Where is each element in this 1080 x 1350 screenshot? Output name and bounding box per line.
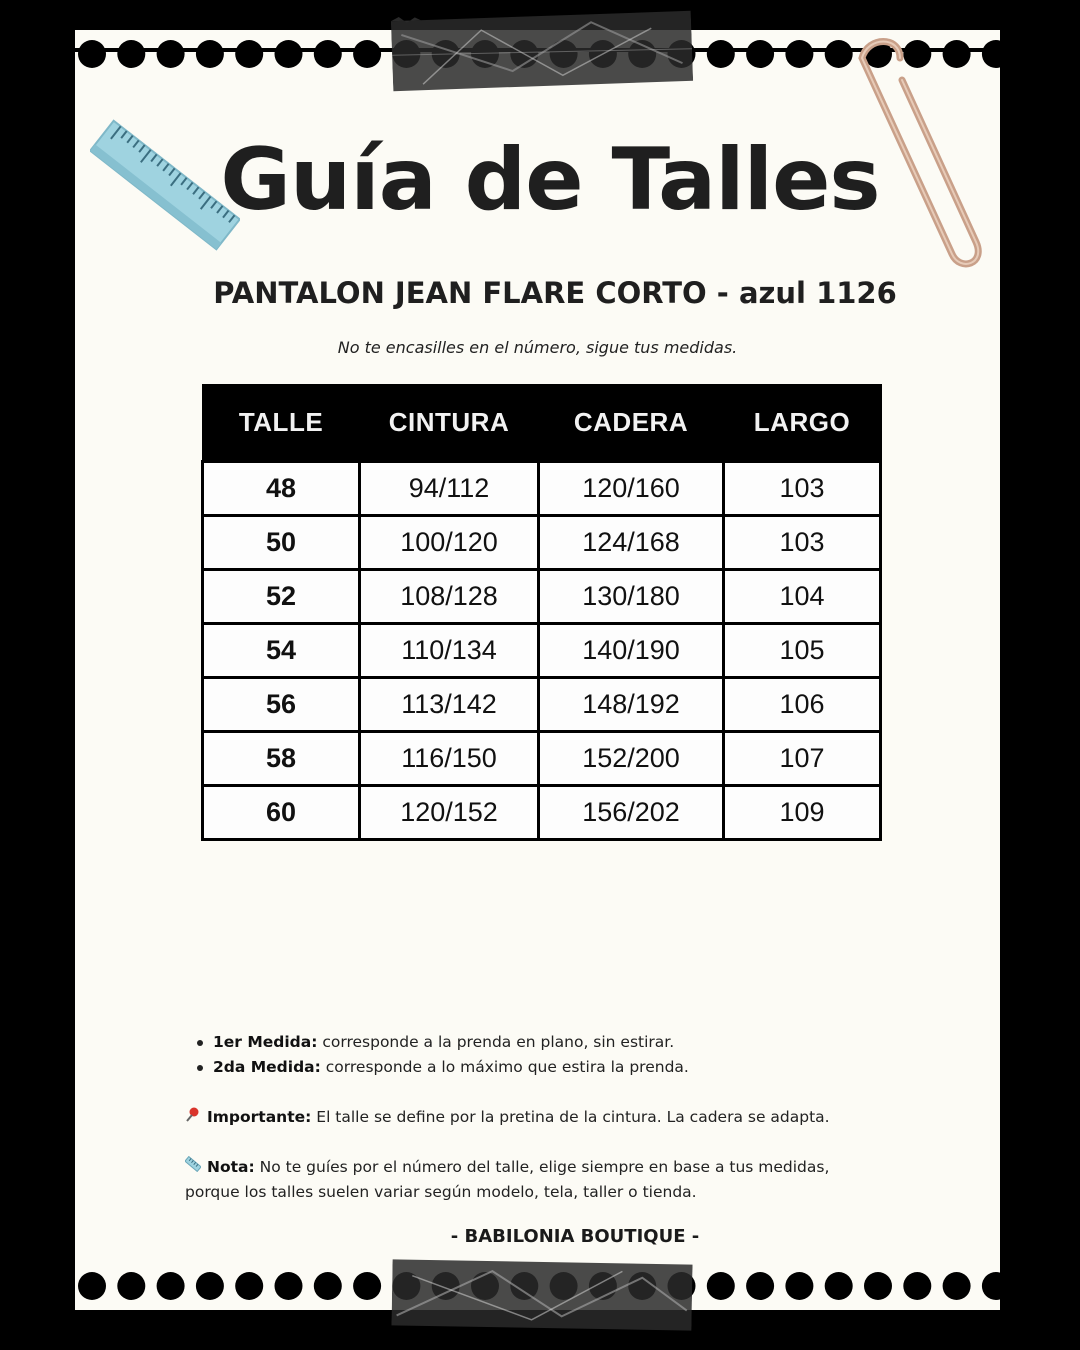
measurement-notes-list [195,1030,885,1080]
header-talle: TALLE [203,385,360,461]
cell-cintura: 110/134 [360,623,539,677]
general-note [185,1155,885,1205]
product-name: PANTALON JEAN FLARE CORTO - azul 1126 [213,276,897,310]
table-row [203,569,881,623]
cell-cadera: 152/200 [539,731,724,785]
cell-largo: 105 [724,623,881,677]
cell-talle: 54 [203,623,360,677]
note-label: Nota: [207,1158,255,1176]
header-cintura: CINTURA [360,385,539,461]
cell-cintura: 108/128 [360,569,539,623]
list-item [195,1055,885,1080]
header-cadera: CADERA [539,385,724,461]
bullet1-text: corresponde a la prenda en plano, sin estirar. [317,1033,675,1051]
page-title: Guía de Talles [220,130,880,230]
cell-cintura: 100/120 [360,515,539,569]
cell-talle: 52 [203,569,360,623]
list-item [195,1030,885,1055]
note-text: No te guíes por el número del talle, elige siempre en base a tus medidas, porque los talles suelen variar según modelo, tela, taller o tienda. [185,1158,830,1201]
bullet2-text: corresponde a lo máximo que estira la prenda. [320,1058,689,1076]
cell-largo: 107 [724,731,881,785]
table-row [203,461,881,515]
cell-cintura: 94/112 [360,461,539,515]
tagline: No te encasilles en el número, sigue tus medidas. [337,338,738,357]
cell-largo: 104 [724,569,881,623]
table-header-row [203,385,881,461]
bullet2-label: 2da Medida: [213,1058,321,1076]
table-row [203,515,881,569]
size-table [201,384,882,841]
header-largo: LARGO [724,385,881,461]
bullet1-label: 1er Medida: [213,1033,318,1051]
important-text: El talle se define por la pretina de la cintura. La cadera se adapta. [311,1108,830,1126]
cell-cadera: 124/168 [539,515,724,569]
cell-talle: 56 [203,677,360,731]
cell-largo: 109 [724,785,881,839]
brand-footer: - BABILONIA BOUTIQUE - [450,1226,700,1247]
cell-cadera: 148/192 [539,677,724,731]
table-row [203,623,881,677]
tape-bottom [391,1255,692,1334]
table-row [203,785,881,839]
cell-cadera: 140/190 [539,623,724,677]
cell-cintura: 120/152 [360,785,539,839]
important-note [185,1105,885,1130]
cell-largo: 103 [724,461,881,515]
cell-cadera: 120/160 [539,461,724,515]
cell-cadera: 156/202 [539,785,724,839]
cell-talle: 60 [203,785,360,839]
important-label: Importante: [207,1108,312,1126]
cell-cadera: 130/180 [539,569,724,623]
cell-cintura: 116/150 [360,731,539,785]
cell-largo: 106 [724,677,881,731]
cell-talle: 48 [203,461,360,515]
cell-talle: 58 [203,731,360,785]
straight-ruler-icon [185,1155,203,1180]
tape-top [391,5,694,97]
table-row [203,731,881,785]
cell-cintura: 113/142 [360,677,539,731]
notes-section [185,1030,885,1205]
cell-largo: 103 [724,515,881,569]
table-row [203,677,881,731]
cell-talle: 50 [203,515,360,569]
pushpin-icon [185,1105,203,1130]
